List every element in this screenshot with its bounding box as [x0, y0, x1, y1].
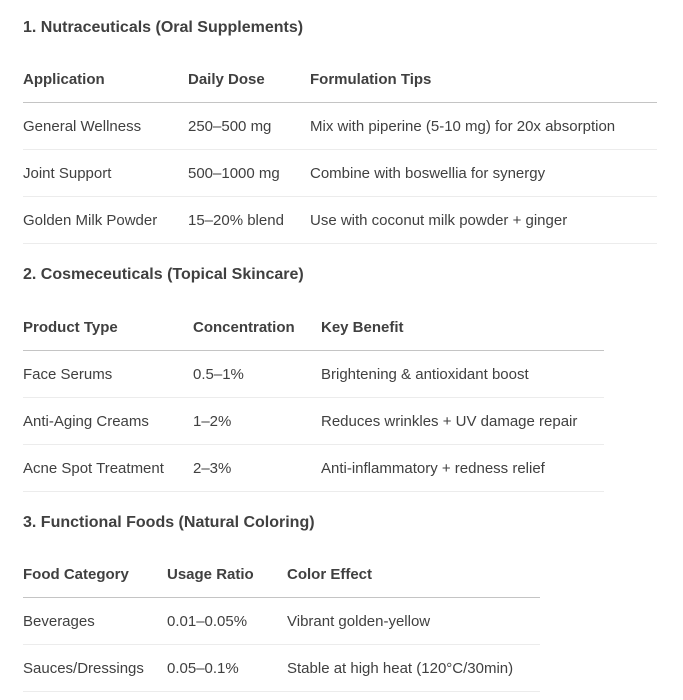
table-cell: Joint Support: [23, 150, 188, 197]
functional-foods-table: [23, 551, 540, 692]
table-row: [23, 598, 540, 645]
table-cell: 250–500 mg: [188, 103, 310, 150]
table-row: [23, 197, 657, 244]
table-cell: General Wellness: [23, 103, 188, 150]
table-cell: Acne Spot Treatment: [23, 445, 193, 492]
column-header: Concentration: [193, 304, 321, 351]
table-row: [23, 645, 540, 692]
table-cell: Stable at high heat (120°C/30min): [287, 645, 540, 692]
section-title-nutraceuticals: 1. Nutraceuticals (Oral Supplements): [23, 19, 304, 36]
column-header: Color Effect: [287, 551, 540, 598]
table-row: [23, 445, 604, 492]
cosmeceuticals-table: [23, 304, 604, 492]
table-cell: Use with coconut milk powder + ginger: [310, 197, 657, 244]
table-cell: Sauces/Dressings: [23, 645, 167, 692]
table-cell: 0.01–0.05%: [167, 598, 287, 645]
section-title-cosmeceuticals: 2. Cosmeceuticals (Topical Skincare): [23, 266, 304, 283]
column-header: Formulation Tips: [310, 56, 657, 103]
table-cell: 0.5–1%: [193, 351, 321, 398]
table-cell: 1–2%: [193, 398, 321, 445]
table-cell: Brightening & antioxidant boost: [321, 351, 604, 398]
section-title-functional-foods: 3. Functional Foods (Natural Coloring): [23, 514, 315, 531]
table-cell: Beverages: [23, 598, 167, 645]
table-cell: Combine with boswellia for synergy: [310, 150, 657, 197]
column-header: Daily Dose: [188, 56, 310, 103]
table-cell: Mix with piperine (5-10 mg) for 20x absorption: [310, 103, 657, 150]
table-cell: Golden Milk Powder: [23, 197, 188, 244]
column-header: Application: [23, 56, 188, 103]
table-cell: Vibrant golden-yellow: [287, 598, 540, 645]
table-cell: Reduces wrinkles + UV damage repair: [321, 398, 604, 445]
table-cell: 15–20% blend: [188, 197, 310, 244]
table-header-row: [23, 551, 540, 598]
table-cell: Face Serums: [23, 351, 193, 398]
nutraceuticals-table: [23, 56, 657, 244]
table-row: [23, 150, 657, 197]
table-row: [23, 103, 657, 150]
table-header-row: [23, 56, 657, 103]
column-header: Key Benefit: [321, 304, 604, 351]
column-header: Usage Ratio: [167, 551, 287, 598]
column-header: Product Type: [23, 304, 193, 351]
table-cell: 0.05–0.1%: [167, 645, 287, 692]
table-cell: 2–3%: [193, 445, 321, 492]
table-cell: 500–1000 mg: [188, 150, 310, 197]
table-cell: Anti-inflammatory + redness relief: [321, 445, 604, 492]
table-header-row: [23, 304, 604, 351]
table-row: [23, 398, 604, 445]
table-row: [23, 351, 604, 398]
column-header: Food Category: [23, 551, 167, 598]
table-cell: Anti-Aging Creams: [23, 398, 193, 445]
